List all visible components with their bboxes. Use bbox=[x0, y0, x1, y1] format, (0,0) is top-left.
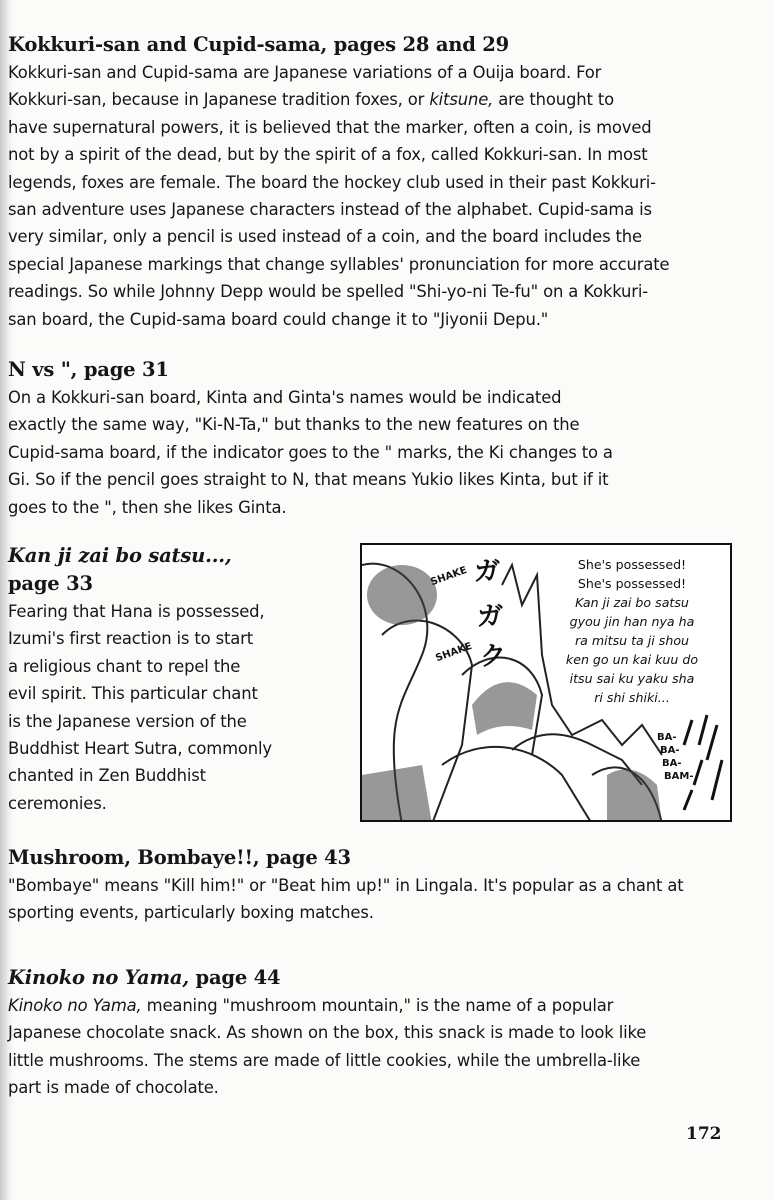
sfx-shake: SHAKE bbox=[434, 640, 474, 665]
page-number: 172 bbox=[686, 1124, 722, 1144]
body-line bbox=[8, 251, 669, 278]
text-run: have supernatural powers, it is believed that the marker, often a coin, is moved bbox=[8, 117, 652, 137]
text-run: legends, foxes are female. The board the hockey club used in their past Kokkuri- bbox=[8, 172, 656, 192]
text-run: goes to the ", then she likes Ginta. bbox=[8, 497, 287, 517]
body-line bbox=[8, 790, 272, 817]
note-section bbox=[8, 542, 272, 817]
text-run: Cupid-sama board, if the indicator goes to the " marks, the Ki changes to a bbox=[8, 442, 613, 462]
manga-panel bbox=[360, 543, 732, 822]
sfx-ba: BA- bbox=[660, 745, 680, 756]
text-run: Buddhist Heart Sutra, commonly bbox=[8, 739, 272, 759]
text-run: Fearing that Hana is possessed, bbox=[8, 602, 265, 621]
svg-text:ガ: ガ bbox=[474, 557, 501, 587]
text-run: exactly the same way, "Ki-N-Ta," but thanks to the new features on the bbox=[8, 415, 580, 435]
note-section bbox=[8, 356, 613, 521]
sfx-bam: BAM- bbox=[664, 771, 694, 782]
text-run: san board, the Cupid-sama board could change it to "Jiyonii Depu." bbox=[8, 309, 549, 329]
italic-term: Kinoko no Yama, bbox=[8, 996, 142, 1015]
body-line bbox=[8, 278, 669, 305]
text-run: very similar, only a pencil is used instead of a coin, and the board includes the bbox=[8, 227, 642, 247]
body-line bbox=[8, 306, 669, 333]
body-line bbox=[8, 598, 272, 625]
text-run: Izumi's first reaction is to start bbox=[8, 629, 254, 649]
body-line bbox=[8, 439, 613, 466]
svg-text:ク: ク bbox=[480, 642, 507, 672]
body-line bbox=[8, 141, 669, 168]
note-section bbox=[8, 844, 684, 927]
body-line bbox=[8, 169, 669, 196]
text-run: readings. So while Johnny Depp would be spelled "Shi-yo-ni Te-fu" on a Kokkuri- bbox=[8, 282, 649, 302]
text-run: san adventure uses Japanese characters instead of the alphabet. Cupid-sama is bbox=[8, 200, 652, 220]
body-line bbox=[8, 1019, 646, 1046]
body-line bbox=[8, 653, 272, 680]
text-run: evil spirit. This particular chant bbox=[8, 684, 258, 704]
body-line bbox=[8, 223, 669, 250]
section-heading: N vs ", page 31 bbox=[8, 358, 169, 381]
text-run: a religious chant to repel the bbox=[8, 656, 241, 676]
chant-line: ri shi shiki... bbox=[594, 690, 670, 705]
body-line bbox=[8, 196, 669, 223]
body-line bbox=[8, 1074, 646, 1101]
section-heading: Mushroom, Bombaye!!, page 43 bbox=[8, 846, 351, 869]
section-heading: Kan ji zai bo satsu..., bbox=[8, 544, 232, 567]
body-line bbox=[8, 411, 613, 438]
body-line bbox=[8, 708, 272, 735]
section-heading bbox=[8, 964, 646, 992]
text-run: is the Japanese version of the bbox=[8, 711, 247, 731]
note-section bbox=[8, 31, 669, 333]
chant-line: Kan ji zai bo satsu bbox=[575, 595, 689, 610]
body-line bbox=[8, 899, 684, 926]
body-line bbox=[8, 466, 613, 493]
text-run: Kokkuri-san, because in Japanese tradition foxes, or bbox=[8, 90, 430, 110]
body-line bbox=[8, 625, 272, 652]
text-run: meaning "mushroom mountain," is the name of a popular bbox=[141, 996, 614, 1015]
text-run: On a Kokkuri-san board, Kinta and Ginta's names would be indicated bbox=[8, 388, 562, 407]
body-line bbox=[8, 735, 272, 762]
body-line bbox=[8, 1047, 646, 1074]
body-line bbox=[8, 59, 669, 86]
svg-text:ガ: ガ bbox=[477, 602, 504, 632]
text-run: ceremonies. bbox=[8, 793, 107, 813]
chant-line: ra mitsu ta ji shou bbox=[574, 633, 690, 648]
heading-italic-part: Kinoko no Yama, bbox=[8, 966, 189, 989]
text-run: not by a spirit of the dead, but by the spirit of a fox, called Kokkuri-san. In most bbox=[8, 145, 648, 165]
text-run: sporting events, particularly boxing matches. bbox=[8, 903, 374, 923]
body-line bbox=[8, 86, 669, 113]
chant-line: ken go un kai kuu do bbox=[565, 652, 699, 667]
body-line bbox=[8, 872, 684, 899]
sfx-ba: BA- bbox=[662, 758, 682, 769]
body-line bbox=[8, 762, 272, 789]
body-line bbox=[8, 680, 272, 707]
chant-line: gyou jin han nya ha bbox=[569, 614, 695, 629]
body-line bbox=[8, 992, 646, 1019]
speech-line: She's possessed! bbox=[577, 576, 687, 591]
sfx-shake: SHAKE bbox=[429, 564, 469, 589]
text-run: Gi. So if the pencil goes straight to N, that means Yukio likes Kinta, but if it bbox=[8, 470, 609, 490]
section-heading-continued: page 33 bbox=[8, 572, 93, 595]
sfx-ba: BA- bbox=[657, 732, 677, 743]
section-heading: Kokkuri-san and Cupid-sama, pages 28 and 29 bbox=[8, 33, 510, 56]
body-line bbox=[8, 384, 613, 411]
italic-term: kitsune, bbox=[429, 90, 494, 110]
text-run: part is made of chocolate. bbox=[8, 1078, 219, 1098]
text-run: little mushrooms. The stems are made of little cookies, while the umbrella-like bbox=[8, 1050, 641, 1070]
text-run: Kokkuri-san and Cupid-sama are Japanese variations of a Ouija board. For bbox=[8, 63, 602, 82]
body-line bbox=[8, 114, 669, 141]
heading-rest: page 44 bbox=[188, 966, 281, 989]
speech-bubble bbox=[532, 555, 732, 707]
text-run: Japanese chocolate snack. As shown on the box, this snack is made to look like bbox=[8, 1023, 647, 1043]
note-section bbox=[8, 964, 646, 1102]
text-run: "Bombaye" means "Kill him!" or "Beat him up!" in Lingala. It's popular as a chant at bbox=[8, 876, 684, 895]
chant-line: itsu sai ku yaku sha bbox=[569, 671, 695, 686]
text-run: chanted in Zen Buddhist bbox=[8, 766, 206, 786]
text-run: special Japanese markings that change syllables' pronunciation for more accurate bbox=[8, 254, 670, 274]
speech-line: She's possessed! bbox=[577, 557, 687, 572]
text-run: are thought to bbox=[493, 90, 614, 110]
body-line bbox=[8, 494, 613, 521]
